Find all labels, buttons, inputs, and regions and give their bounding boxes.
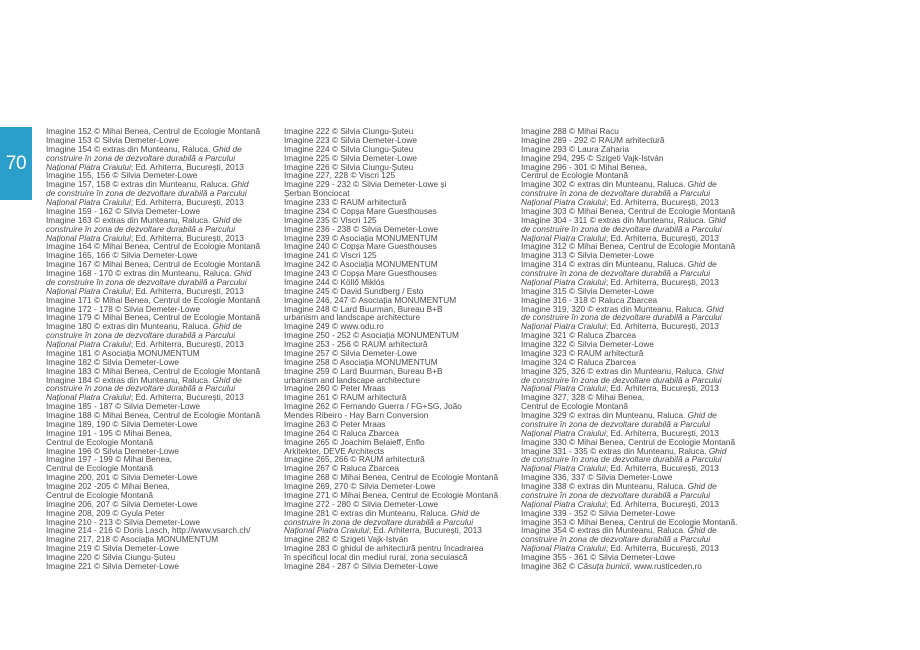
credit-line: Imagine 293 © Laura Zaharia: [521, 143, 630, 154]
credit-line: Imagine 229 - 232 © Silvia Demeter-Lowe și: [284, 179, 447, 190]
credit-line: Imagine 240 © Copșa Mare Guesthouses: [284, 241, 437, 252]
credit-line: urbanism and landscape architecture: [284, 312, 421, 323]
credit-line: Imagine 354 © extras din Munteanu, Raluca. Ghid de: [521, 525, 717, 536]
credit-line: în specificul local din mediul rural, zona secuiască: [284, 552, 468, 562]
credit-line: Imagine 168 - 170 © extras din Munteanu, Raluca. Ghid: [46, 268, 252, 278]
credit-line: de construire în zona de dezvoltare durabilă a Parcului: [521, 312, 722, 323]
credits-column-3: [521, 127, 749, 571]
credit-line: Național Piatra Craiului; Ed. Arhiterra, București, 2013: [46, 339, 244, 349]
credit-line: construire în zona de dezvoltare durabilă a Parcului: [521, 188, 711, 199]
credit-line: Imagine 171 © Mihai Benea, Centrul de Ecologie Montană: [46, 294, 261, 305]
credit-line: Imagine 152 © Mihai Benea, Centrul de Ecologie Montană: [46, 126, 261, 136]
credit-line: Imagine 362 © Căsuța bunicii, www.rusticeden.ro: [521, 560, 702, 571]
credit-line: Imagine 319, 320 © extras din Munteanu, Raluca. Ghid: [521, 303, 724, 314]
credit-line: Național Piatra Craiului; Ed. Arhiterra, București, 2013: [46, 197, 244, 207]
credit-line: Imagine 184 © extras din Munteanu, Raluca. Ghid de: [46, 374, 242, 385]
credit-line: construire în zona de dezvoltare durabilă a Parcului: [46, 223, 236, 234]
credit-line: de construire în zona de dezvoltare durabilă a Parcului: [46, 276, 247, 287]
credit-line: Centrul de Ecologie Montană: [46, 436, 154, 447]
credit-line: de construire în zona de dezvoltare durabilă a Parcului: [521, 223, 722, 234]
credit-line: Național Piatra Craiului; Ed. Arhiterra, București, 2013: [521, 197, 719, 207]
credit-line: Imagine 225 © Silvia Demeter-Lowe: [284, 152, 417, 163]
credit-line: Imagine 249 © www.odu.ro: [284, 321, 384, 332]
credit-line: Imagine 167 © Mihai Benea, Centrul de Ecologie Montană: [46, 259, 261, 270]
credit-line: Imagine 224 © Silvia Ciungu-Șuteu: [284, 143, 414, 154]
credit-line: Centrul de Ecologie Montană: [46, 489, 154, 500]
page-number: 70: [5, 152, 27, 174]
credit-line: Imagine 191 - 195 © Mihai Benea,: [46, 427, 173, 438]
credit-line: Imagine 336, 337 © Silvia Demeter-Lowe: [521, 472, 673, 483]
credit-line: Imagine 313 © Silvia Demeter-Lowe: [521, 250, 654, 261]
credit-line: Imagine 261 © RAUM arhitectură: [284, 392, 407, 403]
credit-line: Imagine 244 © Köllő Miklós: [284, 276, 385, 287]
credit-line: Imagine 338 © extras din Munteanu, Raluca. Ghid de: [521, 481, 717, 491]
credit-line: Imagine 271 © Mihai Benea, Centrul de Ecologie Montană: [284, 489, 499, 500]
credit-line: Șerban Bonciocat: [284, 188, 350, 199]
credit-line: Național Piatra Craiului; Ed. Arhiterra, București, 2013: [46, 285, 244, 296]
credit-line: Imagine 268 © Mihai Benea, Centrul de Ecologie Montană: [284, 472, 499, 483]
credit-line: de construire în zona de dezvoltare durabilă a Parcului: [521, 454, 722, 465]
credit-line: Imagine 241 © Viscri 125: [284, 250, 377, 261]
credit-line: Imagine 210 - 213 © Silvia Demeter-Lowe: [46, 516, 201, 527]
credit-line: Imagine 172 - 178 © Silvia Demeter-Lowe: [46, 303, 201, 314]
credit-line: Imagine 281 © extras din Munteanu, Raluca. Ghid de: [284, 507, 480, 518]
credit-line: construire în zona de dezvoltare durabilă a Parcului: [521, 489, 711, 500]
credit-line: Imagine 253 - 256 © RAUM arhitectură: [284, 339, 428, 349]
credit-line: Imagine 302 © extras din Munteanu, Raluca. Ghid de: [521, 179, 717, 190]
credit-line: Imagine 269, 270 © Silvia Demeter-Lowe: [284, 481, 436, 491]
credit-line: Imagine 330 © Mihai Benea, Centrul de Ecologie Montană: [521, 436, 736, 447]
credit-line: Imagine 188 © Mihai Benea, Centrul de Ecologie Montană: [46, 410, 261, 420]
credit-line: construire în zona de dezvoltare durabilă a Parcului: [284, 516, 474, 527]
credit-line: Imagine 264 © Raluca Zbarcea: [284, 427, 399, 438]
credit-line: Imagine 234 © Copșa Mare Guesthouses: [284, 205, 437, 216]
credit-line: Centrul de Ecologie Montană: [521, 170, 629, 181]
credit-line: Național Piatra Craiului; Ed. Arhiterra, București, 2013: [521, 463, 719, 474]
credit-line: urbanism and landscape architecture: [284, 374, 421, 385]
credit-line: Imagine 183 © Mihai Benea, Centrul de Ecologie Montană: [46, 365, 261, 376]
credit-line: Imagine 185 - 187 © Silvia Demeter-Lowe: [46, 401, 201, 412]
credit-line: Imagine 235 © Viscri 125: [284, 214, 377, 225]
credit-line: Național Piatra Craiului; Ed. Arhiterra, București, 2013: [521, 383, 719, 394]
credit-line: Imagine 157, 158 © extras din Munteanu, Raluca. Ghid: [46, 179, 249, 190]
credit-line: Imagine 153 © Silvia Demeter-Lowe: [46, 134, 179, 145]
credit-line: Imagine 246, 247 © Asociația MONUMENTUM: [284, 294, 457, 305]
credit-line: Imagine 245 © David Sundberg / Esto: [284, 285, 424, 296]
credit-line: Național Piatra Craiului; Ed. Arhiterra, București, 2013: [521, 427, 719, 438]
credit-line: Imagine 324 © Raluca Zbarcea: [521, 356, 636, 367]
credit-line: Național Piatra Craiului; Ed. Arhiterra, București, 2013: [521, 276, 719, 287]
credit-line: Imagine 263 © Peter Mraas: [284, 418, 386, 429]
credit-line: Imagine 163 © extras din Munteanu, Raluca. Ghid de: [46, 214, 242, 225]
credit-line: Imagine 294, 295 © Szigeti Vajk-István: [521, 152, 664, 163]
credit-line: Imagine 257 © Silvia Demeter-Lowe: [284, 347, 417, 358]
credit-line: Imagine 288 © Mihai Racu: [521, 126, 619, 136]
credit-line: Imagine 250 - 252 © Asociația MONUMENTUM: [284, 330, 459, 341]
credit-line: Imagine 164 © Mihai Benea, Centrul de Ecologie Montană: [46, 241, 261, 252]
page-number-tab: [0, 127, 32, 200]
credit-line: Imagine 202 -205 © Mihai Benea,: [46, 481, 170, 491]
credit-line: Imagine 155, 156 © Silvia Demeter-Lowe: [46, 170, 198, 181]
credit-line: construire în zona de dezvoltare durabilă a Parcului: [46, 383, 236, 394]
credit-line: Național Piatra Craiului; Ed. Arhiterra, București, 2013: [521, 498, 719, 509]
credit-line: Imagine 223 © Silvia Demeter-Lowe: [284, 134, 417, 145]
credit-line: Imagine 208, 209 © Gyula Peter: [46, 507, 165, 518]
credit-line: Imagine 296 - 301 © Mihai Benea,: [521, 161, 648, 172]
credit-line: Imagine 165, 166 © Silvia Demeter-Lowe: [46, 250, 198, 261]
credit-line: Imagine 182 © Silvia Demeter-Lowe: [46, 356, 179, 367]
credit-line: Imagine 314 © extras din Munteanu, Raluca. Ghid de: [521, 259, 717, 270]
credit-line: Imagine 200, 201 © Silvia Demeter-Lowe: [46, 472, 198, 483]
credit-line: Imagine 323 © RAUM arhitectură: [521, 347, 644, 358]
credit-line: Imagine 353 © Mihai Benea, Centrul de Ecologie Montană.: [521, 516, 738, 527]
credit-line: Național Piatra Craiului; Ed. Arhiterra, București, 2013: [521, 321, 719, 332]
credit-line: Imagine 217, 218 © Asociația MONUMENTUM: [46, 534, 219, 545]
credit-line: Imagine 197 - 199 © Mihai Benea,: [46, 454, 173, 465]
credit-line: Imagine 327, 328 © Mihai Benea,: [521, 392, 645, 403]
credit-line: construire în zona de dezvoltare durabilă a Parcului: [46, 152, 236, 163]
credit-line: Imagine 196 © Silvia Demeter-Lowe: [46, 445, 179, 456]
credit-line: de construire în zona de dezvoltare durabilă a Parcului: [521, 374, 722, 385]
credit-line: Imagine 321 © Raluca Zbarcea: [521, 330, 636, 341]
credits-column-1: [46, 127, 274, 571]
credit-line: Imagine 159 - 162 © Silvia Demeter-Lowe: [46, 205, 201, 216]
credit-line: Imagine 227, 228 © Viscri 125: [284, 170, 396, 181]
credit-line: construire în zona de dezvoltare durabilă a Parcului: [46, 330, 236, 341]
credit-line: Imagine 154 © extras din Munteanu, Raluca. Ghid de: [46, 143, 242, 154]
credit-line: Imagine 222 © Silvia Ciungu-Șuteu: [284, 126, 414, 136]
credit-line: Imagine 267 © Raluca Zbarcea: [284, 463, 399, 474]
credit-line: Imagine 303 © Mihai Benea, Centrul de Ecologie Montană: [521, 205, 736, 216]
credit-line: Imagine 181 © Asociația MONUMENTUM: [46, 347, 200, 358]
credit-line: Imagine 179 © Mihai Benea, Centrul de Ecologie Montană: [46, 312, 261, 323]
credit-line: Imagine 239 © Asociația MONUMENTUM: [284, 232, 438, 243]
credit-line: Imagine 233 © RAUM arhitectură: [284, 197, 407, 207]
credit-line: Imagine 236 - 238 © Silvia Demeter-Lowe: [284, 223, 439, 234]
credit-line: Imagine 243 © Copșa Mare Guesthouses: [284, 268, 437, 278]
credit-line: Imagine 339 - 352 © Silvia Demeter-Lowe: [521, 507, 676, 518]
credit-line: Național Piatra Craiului; Ed. Arhiterra, București, 2013: [521, 543, 719, 554]
credit-line: Imagine 315 © Silvia Demeter-Lowe: [521, 285, 654, 296]
credits-column-2: [284, 127, 512, 571]
credit-line: construire în zona de dezvoltare durabilă a Parcului: [521, 418, 711, 429]
credit-line: Imagine 283 © ghidul de arhitectură pentru încadrarea: [284, 543, 484, 554]
credit-line: Imagine 316 - 318 © Raluca Zbarcea: [521, 294, 658, 305]
credit-line: Imagine 355 - 361 © Silvia Demeter-Lowe: [521, 552, 676, 562]
credit-line: Imagine 289 - 292 © RAUM arhitectură: [521, 134, 665, 145]
credit-line: Imagine 214 - 216 © Doris Lasch, http://www.vsarch.ch/: [46, 525, 251, 536]
credit-line: construire în zona de dezvoltare durabilă a Parcului: [521, 268, 711, 278]
credit-line: Imagine 259 © Lard Buurman, Bureau B+B: [284, 365, 443, 376]
credit-line: Național Piatra Craiului; Ed. Arhiterra, București, 2013: [46, 232, 244, 243]
credit-line: Imagine 325, 326 © extras din Munteanu, Raluca. Ghid: [521, 365, 724, 376]
credit-line: de construire în zona de dezvoltare durabilă a Parcului: [46, 188, 247, 199]
credit-line: Imagine 219 © Silvia Demeter-Lowe: [46, 543, 179, 554]
credit-line: Imagine 265, 266 © RAUM arhitectură: [284, 454, 425, 465]
credit-line: Imagine 226 © Silvia Ciungu-Șuteu: [284, 161, 414, 172]
credit-line: Arkitekter, DEVE Architects: [284, 445, 385, 456]
credit-line: Mendes Ribeiro - Hay Barn Conversion: [284, 410, 429, 420]
credit-line: Imagine 312 © Mihai Benea, Centrul de Ecologie Montană: [521, 241, 736, 252]
credit-line: Centrul de Ecologie Montană: [521, 401, 629, 412]
credit-line: Imagine 180 © extras din Munteanu, Raluca. Ghid de: [46, 321, 242, 332]
credit-line: Imagine 220 © Silvia Ciungu-Șuteu: [46, 552, 176, 562]
credit-line: Național Piatra Craiului; Ed. Arhiterra, București, 2013: [284, 525, 482, 536]
credit-line: Național Piatra Craiului; Ed. Arhiterra, București, 2013: [46, 392, 244, 403]
credit-line: Imagine 206, 207 © Silvia Demeter-Lowe: [46, 498, 198, 509]
credit-line: Național Piatra Craiului; Ed. Arhiterra, București, 2013: [46, 161, 244, 172]
credit-line: Imagine 331 - 335 © extras din Munteanu, Raluca. Ghid: [521, 445, 727, 456]
credit-line: Național Piatra Craiului; Ed. Arhiterra, București, 2013: [521, 232, 719, 243]
credit-line: Centrul de Ecologie Montană: [46, 463, 154, 474]
credit-line: Imagine 284 - 287 © Silvia Demeter-Lowe: [284, 560, 439, 571]
credit-line: Imagine 242 © Asociația MONUMENTUM: [284, 259, 438, 270]
credit-line: Imagine 282 © Szigeti Vajk-István: [284, 534, 409, 545]
credit-line: construire în zona de dezvoltare durabilă a Parcului: [521, 534, 711, 545]
credit-line: Imagine 189, 190 © Silvia Demeter-Lowe: [46, 418, 198, 429]
credit-line: Imagine 221 © Silvia Demeter-Lowe: [46, 560, 179, 571]
credit-line: Imagine 272 - 280 © Silvia Demeter-Lowe: [284, 498, 439, 509]
credit-line: Imagine 260 © Peter Mraas: [284, 383, 386, 394]
credit-line: Imagine 258 © Asociația MONUMENTUM: [284, 356, 438, 367]
credit-line: Imagine 248 © Lard Buurman, Bureau B+B: [284, 303, 443, 314]
credit-line: Imagine 262 © Fernando Guerra / FG+SG, João: [284, 401, 462, 412]
credit-line: Imagine 265 © Joachim Belaieff, Enflo: [284, 436, 425, 447]
credit-line: Imagine 329 © extras din Munteanu, Raluca. Ghid de: [521, 410, 717, 420]
credit-line: Imagine 304 - 311 © extras din Munteanu, Raluca. Ghid: [521, 214, 726, 225]
credit-line: Imagine 322 © Silvia Demeter-Lowe: [521, 339, 654, 349]
